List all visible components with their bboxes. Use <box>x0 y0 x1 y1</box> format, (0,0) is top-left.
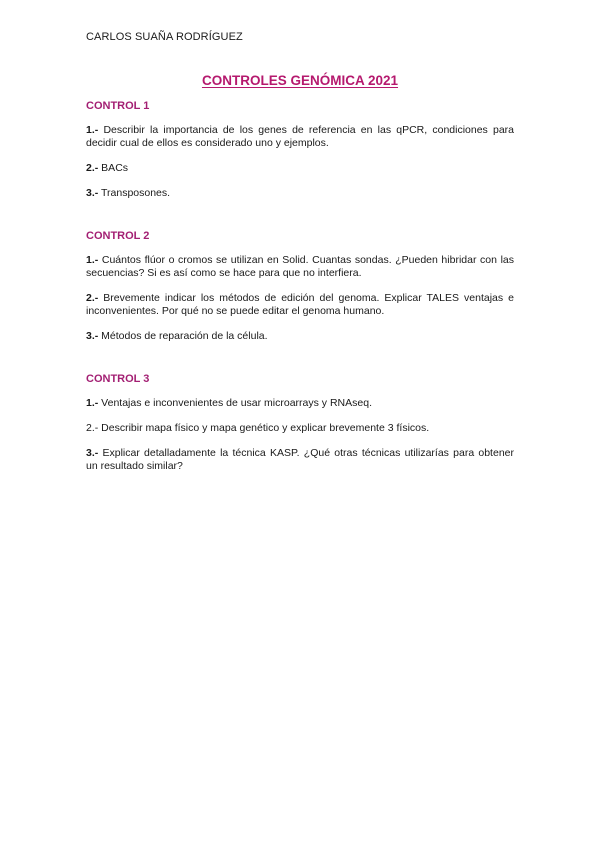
question-item <box>86 124 514 150</box>
question-number: 1.- <box>86 124 99 136</box>
question-number: 1.- <box>86 397 99 409</box>
question-text: Métodos de reparación de la célula. <box>98 330 268 342</box>
control-heading: CONTROL 1 <box>86 100 150 112</box>
question-number: 1.- <box>86 254 99 266</box>
question-number: 3.- <box>86 187 99 199</box>
question-number: 2.- <box>86 162 99 174</box>
question-number: 2.- <box>86 422 99 434</box>
question-text: Transposones. <box>98 187 171 199</box>
question-item <box>86 292 514 318</box>
question-item <box>86 330 514 343</box>
document-title: CONTROLES GENÓMICA 2021 <box>201 73 399 88</box>
question-text: Brevemente indicar los métodos de edición del genoma. Explicar TALES ventajas e inconvenientes. Por qué no se puede editar el genoma humano. <box>86 292 514 317</box>
control-section-2 <box>86 230 514 343</box>
question-text: Explicar detalladamente la técnica KASP. ¿Qué otras técnicas utilizarías para obtener un resultado similar? <box>86 447 514 472</box>
control-section-3 <box>86 373 514 473</box>
question-number: 3.- <box>86 330 99 342</box>
document-content <box>86 100 514 503</box>
question-text: Cuántos flúor o cromos se utilizan en Solid. Cuantas sondas. ¿Pueden hibridar con las secuencias? Si es así como se hace para que no interfiera. <box>86 254 514 279</box>
author-name: CARLOS SUAÑA RODRÍGUEZ <box>86 31 243 43</box>
control-section-1 <box>86 100 514 200</box>
question-item <box>86 447 514 473</box>
question-text: Describir mapa físico y mapa genético y explicar brevemente 3 físicos. <box>98 422 430 434</box>
question-item <box>86 187 514 200</box>
control-heading: CONTROL 2 <box>86 230 150 242</box>
question-item <box>86 254 514 280</box>
question-item <box>86 162 514 175</box>
question-number: 2.- <box>86 292 99 304</box>
question-number: 3.- <box>86 447 99 459</box>
control-heading: CONTROL 3 <box>86 373 150 385</box>
question-text: BACs <box>98 162 129 174</box>
question-text: Ventajas e inconvenientes de usar microarrays y RNAseq. <box>98 397 372 409</box>
question-item <box>86 397 514 410</box>
question-text: Describir la importancia de los genes de referencia en las qPCR, condiciones para decidir cual de ellos es considerado uno y ejemplos. <box>86 124 514 149</box>
question-item <box>86 422 514 435</box>
